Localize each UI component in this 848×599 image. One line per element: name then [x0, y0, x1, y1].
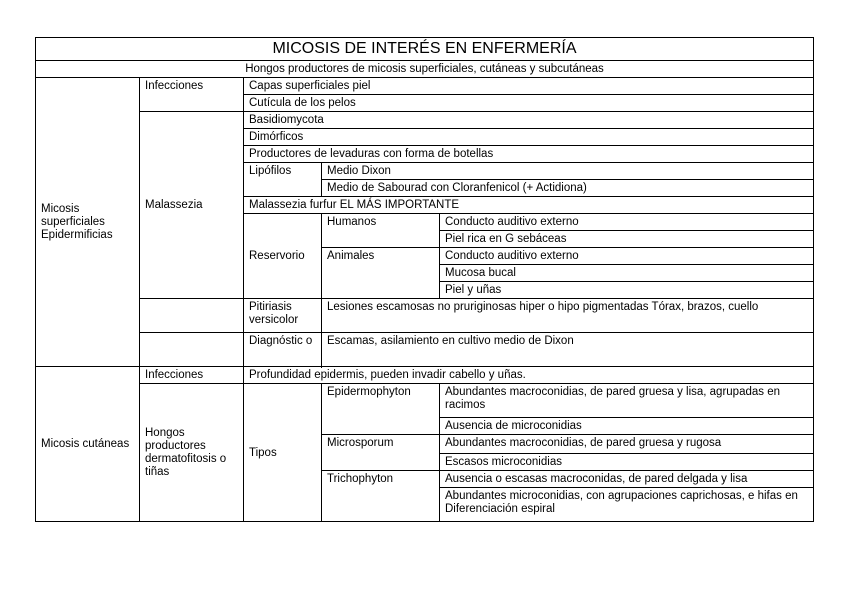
- malassezia-basidiomycota: Basidiomycota: [244, 112, 814, 129]
- table-row: [36, 299, 814, 333]
- diagnostico-empty: [140, 333, 244, 367]
- genus-item: Abundantes macroconidias, de pared gruesa y lisa, agrupadas en racimos: [440, 384, 814, 418]
- pitiriasis-empty: [140, 299, 244, 333]
- malassezia-dimorficos: Dimórficos: [244, 129, 814, 146]
- title-row: [36, 38, 814, 61]
- genus-item: Abundantes microconidias, con agrupaciones caprichosas, e hifas en Diferenciación espiral: [440, 488, 814, 522]
- genus-item: Abundantes macroconidias, de pared gruesa y rugosa: [440, 435, 814, 454]
- genus-epidermophyton: Epidermophyton: [322, 384, 440, 435]
- table-row: [36, 333, 814, 367]
- table-subtitle: Hongos productores de micosis superficiales, cutáneas y subcutáneas: [36, 61, 814, 78]
- table-row: [36, 384, 814, 418]
- sup-infecciones-item: Capas superficiales piel: [244, 78, 814, 95]
- reservorio-animales-item: Conducto auditivo externo: [440, 248, 814, 265]
- micosis-table: [35, 37, 814, 522]
- sup-infecciones-label: Infecciones: [140, 78, 244, 112]
- tipos-label: Tipos: [244, 384, 322, 522]
- genus-microsporum: Microsporum: [322, 435, 440, 471]
- genus-item: Ausencia de microconidias: [440, 418, 814, 435]
- sup-infecciones-item: Cutícula de los pelos: [244, 95, 814, 112]
- genus-item: Ausencia o escasas macroconidas, de pared delgada y lisa: [440, 471, 814, 488]
- category-cutaneas: Micosis cutáneas: [36, 367, 140, 522]
- diagnostico-label: Diagnóstic o: [244, 333, 322, 367]
- table-row: [36, 78, 814, 95]
- reservorio-animales-label: Animales: [322, 248, 440, 299]
- table-row: [36, 112, 814, 129]
- reservorio-humanos-item: Piel rica en G sebáceas: [440, 231, 814, 248]
- reservorio-humanos-label: Humanos: [322, 214, 440, 248]
- cut-infecciones-label: Infecciones: [140, 367, 244, 384]
- malassezia-label: Malassezia: [140, 112, 244, 299]
- lipofilos-item: Medio Dixon: [322, 163, 814, 180]
- subtitle-row: [36, 61, 814, 78]
- cut-infecciones-text: Profundidad epidermis, pueden invadir cabello y uñas.: [244, 367, 814, 384]
- category-superficiales: Micosis superficiales Epidermificias: [36, 78, 140, 367]
- table-title: MICOSIS DE INTERÉS EN ENFERMERÍA: [36, 38, 814, 61]
- genus-trichophyton: Trichophyton: [322, 471, 440, 522]
- lipofilos-item: Medio de Sabourad con Cloranfenicol (+ Actidiona): [322, 180, 814, 197]
- diagnostico-text: Escamas, asilamiento en cultivo medio de Dixon: [322, 333, 814, 367]
- genus-item: Escasos microconidias: [440, 454, 814, 471]
- malassezia-productores: Productores de levaduras con forma de botellas: [244, 146, 814, 163]
- table-row: [36, 367, 814, 384]
- lipofilos-label: Lipófilos: [244, 163, 322, 197]
- pitiriasis-label: Pitiriasis versicolor: [244, 299, 322, 333]
- reservorio-animales-item: Piel y uñas: [440, 282, 814, 299]
- malassezia-furfur: Malassezia furfur EL MÁS IMPORTANTE: [244, 197, 814, 214]
- reservorio-humanos-item: Conducto auditivo externo: [440, 214, 814, 231]
- reservorio-label: Reservorio: [244, 214, 322, 299]
- reservorio-animales-item: Mucosa bucal: [440, 265, 814, 282]
- pitiriasis-text: Lesiones escamosas no pruriginosas hiper o hipo pigmentadas Tórax, brazos, cuello: [322, 299, 814, 333]
- hongos-label: Hongos productores dermatofitosis o tiñas: [140, 384, 244, 522]
